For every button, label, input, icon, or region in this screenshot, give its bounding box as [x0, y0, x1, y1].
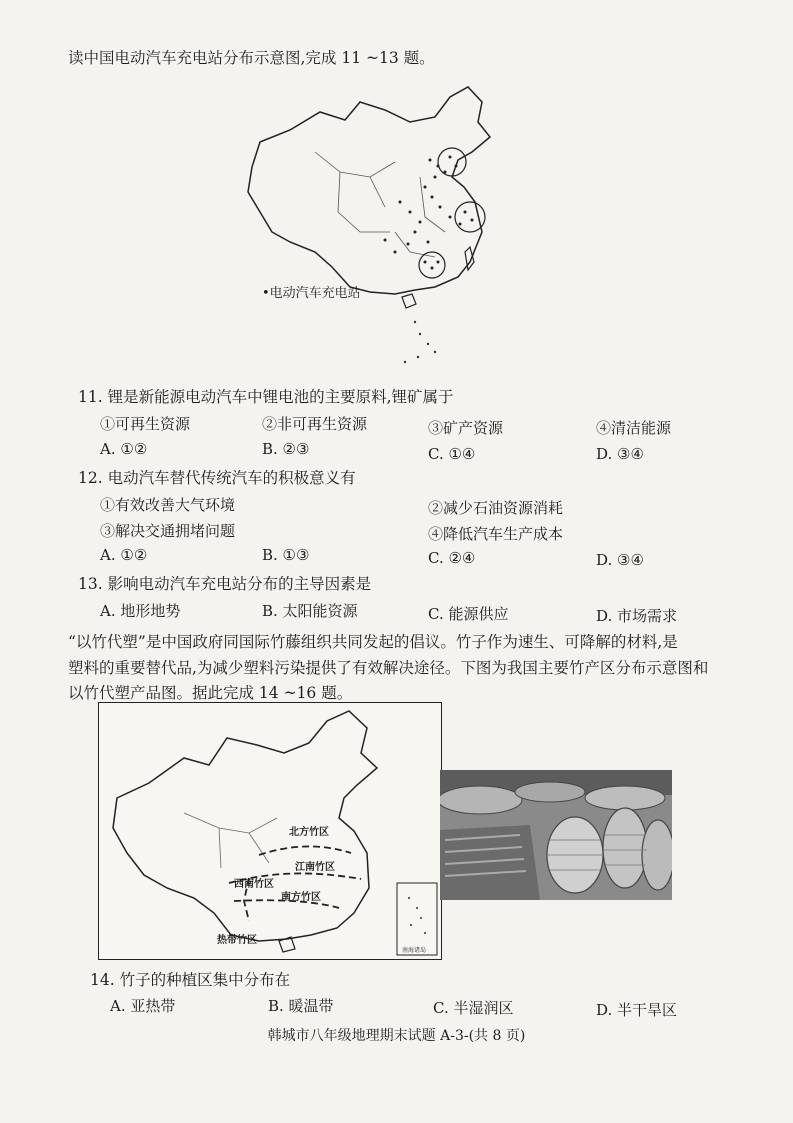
bamboo-products-photo	[440, 770, 672, 900]
q14-choice-c[interactable]: C. 半湿润区	[433, 999, 514, 1017]
intro-14-16-line2: 塑料的重要替代品,为减少塑料污染提供了有效解决途径。下图为我国主要竹产区分布示意图和	[68, 659, 709, 677]
q11-stem: 11. 锂是新能源电动汽车中锂电池的主要原料,锂矿属于	[78, 388, 454, 406]
region-jiangnan: 江南竹区	[295, 862, 335, 873]
q11-choice-d[interactable]: D. ③④	[596, 445, 644, 463]
q12-item-2: ②减少石油资源消耗	[428, 499, 564, 517]
q12-item-4: ④降低汽车生产成本	[428, 525, 564, 543]
bamboo-region-map	[98, 702, 442, 960]
intro-14-16-line1: “以竹代塑”是中国政府同国际竹藤组织共同发起的倡议。竹子作为速生、可降解的材料,是	[68, 633, 678, 651]
q13-stem: 13. 影响电动汽车充电站分布的主导因素是	[78, 575, 372, 593]
page-footer: 韩城市八年级地理期末试题 A-3-(共 8 页)	[267, 1028, 526, 1044]
q11-choice-c[interactable]: C. ①④	[428, 445, 476, 463]
intro-14-16-line3: 以竹代塑产品图。据此完成 14 ~16 题。	[68, 684, 353, 702]
q13-choice-b[interactable]: B. 太阳能资源	[262, 602, 358, 620]
inset-label: 南海诸岛	[402, 947, 427, 954]
q12-stem: 12. 电动汽车替代传统汽车的积极意义有	[78, 469, 356, 487]
q14-choice-a[interactable]: A. 亚热带	[110, 997, 176, 1015]
region-southwest: 西南竹区	[234, 879, 274, 890]
q11-item-4: ④清洁能源	[596, 419, 672, 437]
q12-item-1: ①有效改善大气环境	[100, 496, 236, 514]
region-south: 南方竹区	[281, 892, 321, 903]
q12-choice-d[interactable]: D. ③④	[596, 551, 644, 569]
region-north: 北方竹区	[289, 827, 329, 838]
q11-choice-b[interactable]: B. ②③	[262, 440, 310, 458]
q13-choice-c[interactable]: C. 能源供应	[428, 605, 509, 623]
bamboo-zone-line-north	[259, 846, 351, 855]
region-tropical: 热带竹区	[217, 935, 257, 946]
q11-choice-a[interactable]: A. ①②	[100, 440, 148, 458]
charging-station-map	[220, 82, 520, 372]
q14-stem: 14. 竹子的种植区集中分布在	[90, 971, 291, 989]
intro-11-13: 读中国电动汽车充电站分布示意图,完成 11 ~13 题。	[68, 49, 435, 67]
q13-choice-a[interactable]: A. 地形地势	[100, 602, 181, 620]
q14-choice-b[interactable]: B. 暖温带	[268, 997, 334, 1015]
q11-item-3: ③矿产资源	[428, 419, 504, 437]
china-outline-2	[113, 711, 377, 941]
map1-legend: •电动汽车充电站	[262, 286, 361, 301]
q11-item-2: ②非可再生资源	[262, 415, 368, 433]
q12-item-3: ③解决交通拥堵问题	[100, 522, 236, 540]
q13-choice-d[interactable]: D. 市场需求	[596, 607, 678, 625]
q11-item-1: ①可再生资源	[100, 415, 191, 433]
q12-choice-a[interactable]: A. ①②	[100, 546, 148, 564]
q12-choice-c[interactable]: C. ②④	[428, 549, 476, 567]
q14-choice-d[interactable]: D. 半干旱区	[596, 1001, 678, 1019]
q12-choice-b[interactable]: B. ①③	[262, 546, 310, 564]
